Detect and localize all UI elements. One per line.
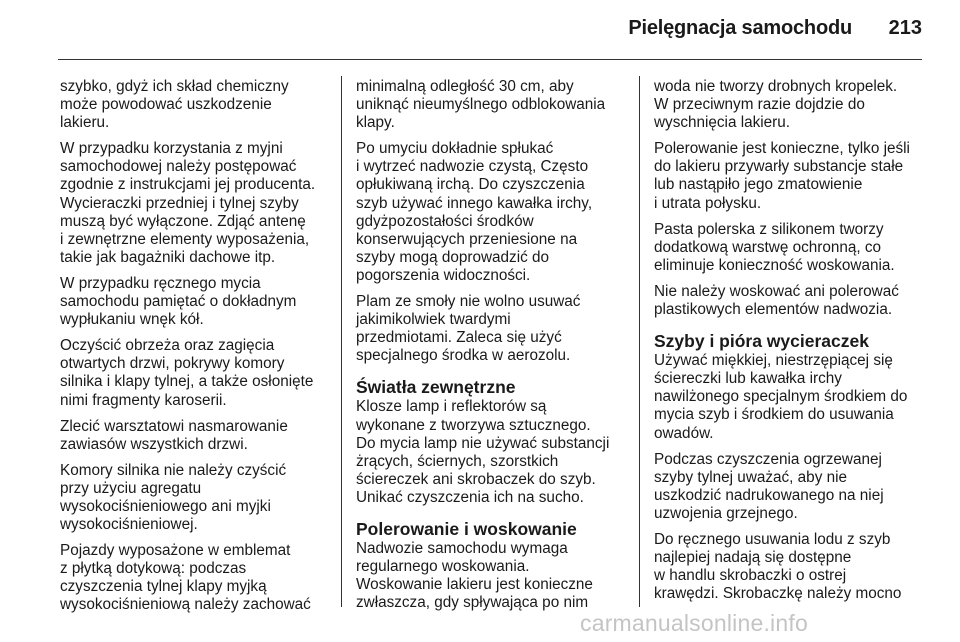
paragraph: szybko, gdyż ich skład chemiczny może powodować uszkodzenie lakieru. [60, 78, 289, 132]
page-number: 213 [888, 17, 922, 39]
column-divider-1 [341, 76, 342, 607]
column-divider-2 [639, 76, 640, 607]
header-divider [58, 59, 922, 60]
paragraph: Po umyciu dokładnie spłukać i wytrzeć nadwozie czystą, Często opłukiwaną irchą. Do czyszczenia szyb używać innego kawałka irchy, gdyżpozostałości środków konserwujących przeniesione na szyby mogą doprowadzić do pogorszenia widoczności. [356, 140, 593, 284]
text-column-1 [60, 78, 335, 623]
paragraph: Pojazdy wyposażone w emblemat z płytką dotykową: podczas czyszczenia tylnej klapy myjką wysokociśnieniową należy zachować [60, 542, 311, 614]
text-column-2 [356, 78, 628, 620]
paragraph: Plam ze smoły nie wolno usuwać jakimikolwiek twardymi przedmiotami. Zaleca się użyć specjalnego środka w aerozolu. [356, 293, 581, 365]
paragraph: Używać miękkiej, niestrzępiącej się ściereczki lub kawałka irchy nawilżonego specjalnym środkiem do mycia szyb i środkiem do usuwania owadów. [654, 352, 908, 442]
paragraph: Komory silnika nie należy czyścić przy użyciu agregatu wysokociśnieniowego ani myjki wysokociśnieniowej. [60, 461, 287, 534]
paragraph: Polerowanie jest konieczne, tylko jeśli do lakieru przywarły substancje stałe lub nastąpiło jego zmatowienie i utrata połysku. [654, 140, 910, 212]
paragraph: W przypadku ręcznego mycia samochodu pamiętać o dokładnym wypłukaniu wnęk kół. [60, 274, 297, 329]
paragraph: W przypadku korzystania z myjni samochodowej należy postępować zgodnie z instrukcjami jej producenta. Wycieraczki przedniej i tylnej szyby muszą być wyłączone. Zdjąć antenę i zewnętrzne elementy wyposażenia, takie jak bagażniki dachowe itp. [60, 140, 316, 266]
paragraph: Podczas czyszczenia ogrzewanej szyby tylnej uważać, aby nie uszkodzić nadrukowanego na niej uzwojenia grzejnego. [654, 450, 884, 522]
paragraph: Do ręcznego usuwania lodu z szyb najlepiej nadają się dostępne w handlu skrobaczki o ostrej krawędzi. Skrobaczkę należy mocno [654, 530, 902, 603]
section-heading: Światła zewnętrzne [356, 377, 516, 398]
paragraph: Zlecić warsztatowi nasmarowanie zawiasów wszystkich drzwi. [60, 417, 288, 453]
page-header-title: Pielęgnacja samochodu [628, 17, 852, 39]
paragraph: woda nie tworzy drobnych kropelek. W przeciwnym razie dojdzie do wyschnięcia lakieru. [654, 78, 898, 132]
watermark-text: carmanualsonline.info [580, 610, 808, 636]
paragraph: Nadwozie samochodu wymaga regularnego woskowania. Woskowanie lakieru jest konieczne zwłaszcza, gdy spływająca po nim [356, 539, 593, 612]
paragraph: Oczyścić obrzeża oraz zagięcia otwartych drzwi, pokrywy komory silnika i klapy tylnej, a także osłonięte nimi fragmenty karoserii. [60, 337, 314, 409]
paragraph: Klosze lamp i reflektorów są wykonane z tworzywa sztucznego. Do mycia lamp nie używać substancji żrących, ściernych, szorstkich ściereczek ani skrobaczek do szyb. Unikać czyszczenia ich na sucho. [356, 398, 610, 506]
section-heading: Szyby i pióra wycieraczek [654, 331, 869, 352]
paragraph: Nie należy woskować ani polerować plastikowych elementów nadwozia. [654, 282, 899, 319]
paragraph: Pasta polerska z silikonem tworzy dodatkową warstwę ochronną, co eliminuje konieczność woskowania. [654, 220, 895, 274]
section-heading: Polerowanie i woskowanie [356, 518, 577, 539]
text-column-3 [654, 78, 934, 611]
paragraph: minimalną odległość 30 cm, aby uniknąć nieumyślnego odblokowania klapy. [356, 78, 606, 132]
